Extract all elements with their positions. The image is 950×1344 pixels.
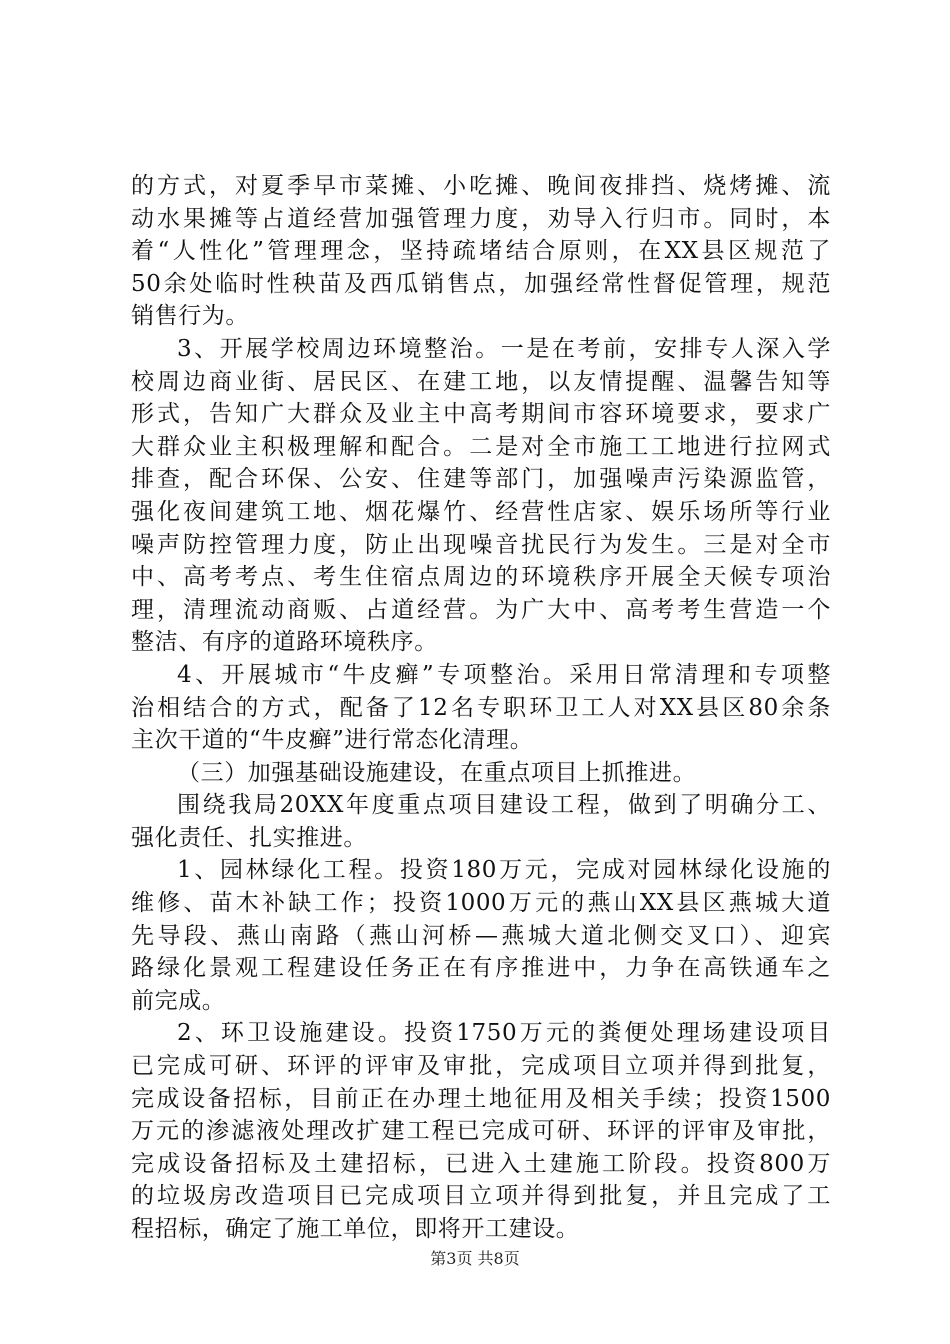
text-line: 完成设备招标，目前正在办理土地征用及相关手续；投资1500 (131, 1085, 831, 1112)
text-line: 3、开展学校周边环境整治。一是在考前，安排专人深入学 (177, 335, 831, 362)
text-line: 排查，配合环保、公安、住建等部门，加强噪声污染源监管， (131, 466, 831, 493)
text-line: 理，清理流动商贩、占道经营。为广大中、高考考生营造一个 (131, 596, 831, 623)
text-line: 4、开展城市“牛皮癣”专项整治。采用日常清理和专项整 (177, 661, 831, 688)
text-line: 1、园林绿化工程。投资180万元，完成对园林绿化设施的 (177, 857, 831, 884)
text-line: 围绕我局20XX年度重点项目建设工程，做到了明确分工、 (177, 792, 831, 819)
paragraph-key-projects-intro (131, 789, 831, 854)
text-line: 着“人性化”管理理念，坚持疏堵结合原则，在XX县区规范了 (131, 238, 831, 265)
text-line: 治相结合的方式，配备了12名专职环卫工人对XX县区80余条 (131, 694, 831, 721)
text-line: 路绿化景观工程建设任务正在有序推进中，力争在高铁通车之 (131, 955, 831, 982)
text-line: 强化夜间建筑工地、烟花爆竹、经营性店家、娱乐场所等行业 (131, 498, 831, 525)
paragraph-school-environment (131, 333, 831, 659)
section-heading (131, 757, 831, 790)
text-line: 的垃圾房改造项目已完成项目立项并得到批复，并且完成了工 (131, 1183, 831, 1210)
text-line: 50余处临时性秧苗及西瓜销售点，加强经常性督促管理，规范 (131, 270, 831, 297)
text-line: 校周边商业街、居民区、在建工地，以友情提醒、温馨告知等 (131, 368, 831, 395)
paragraph-landscaping (131, 854, 831, 1017)
page-number-label: 第3页 共8页 (430, 1249, 520, 1268)
text-line: 强化责任、扎实推进。 (131, 824, 367, 851)
text-line: 维修、苗木补缺工作；投资1000万元的燕山XX县区燕城大道 (131, 890, 831, 917)
text-line: 形式，告知广大群众及业主中高考期间市容环境要求，要求广 (131, 401, 831, 428)
text-line: 前完成。 (131, 987, 226, 1014)
text-line: 已完成可研、环评的评审及审批，完成项目立项并得到批复， (131, 1053, 831, 1080)
document-body (131, 170, 831, 1246)
text-line: 整洁、有序的道路环境秩序。 (131, 629, 438, 656)
paragraph-psoriasis-cleanup (131, 659, 831, 757)
text-line: 完成设备招标及土建招标，已进入土建施工阶段。投资800万 (131, 1150, 831, 1177)
text-line: 先导段、燕山南路（燕山河桥—燕城大道北侧交叉口）、迎宾 (131, 922, 831, 949)
text-line: 2、环卫设施建设。投资1750万元的粪便处理场建设项目 (177, 1020, 831, 1047)
paragraph-continuation (131, 170, 831, 333)
text-line: 噪声防控管理力度，防止出现噪音扰民行为发生。三是对全市 (131, 531, 831, 558)
text-line: 主次干道的“牛皮癣”进行常态化清理。 (131, 727, 534, 754)
text-line: 万元的渗滤液处理改扩建工程已完成可研、环评的评审及审批， (131, 1118, 831, 1145)
text-line: 销售行为。 (131, 303, 249, 330)
text-line: 中、高考考点、考生住宿点周边的环境秩序开展全天候专项治 (131, 564, 831, 591)
paragraph-sanitation-facilities (131, 1017, 831, 1245)
page-footer (0, 1249, 950, 1269)
text-line: 程招标，确定了施工单位，即将开工建设。 (131, 1216, 580, 1242)
text-line: 大群众业主积极理解和配合。二是对全市施工工地进行拉网式 (131, 433, 831, 460)
text-line: 动水果摊等占道经营加强管理力度，劝导入行归市。同时，本 (131, 205, 831, 232)
section-heading-text: （三）加强基础设施建设，在重点项目上抓推进。 (177, 759, 697, 786)
text-line: 的方式，对夏季早市菜摊、小吃摊、晚间夜排挡、烧烤摊、流 (131, 173, 831, 199)
